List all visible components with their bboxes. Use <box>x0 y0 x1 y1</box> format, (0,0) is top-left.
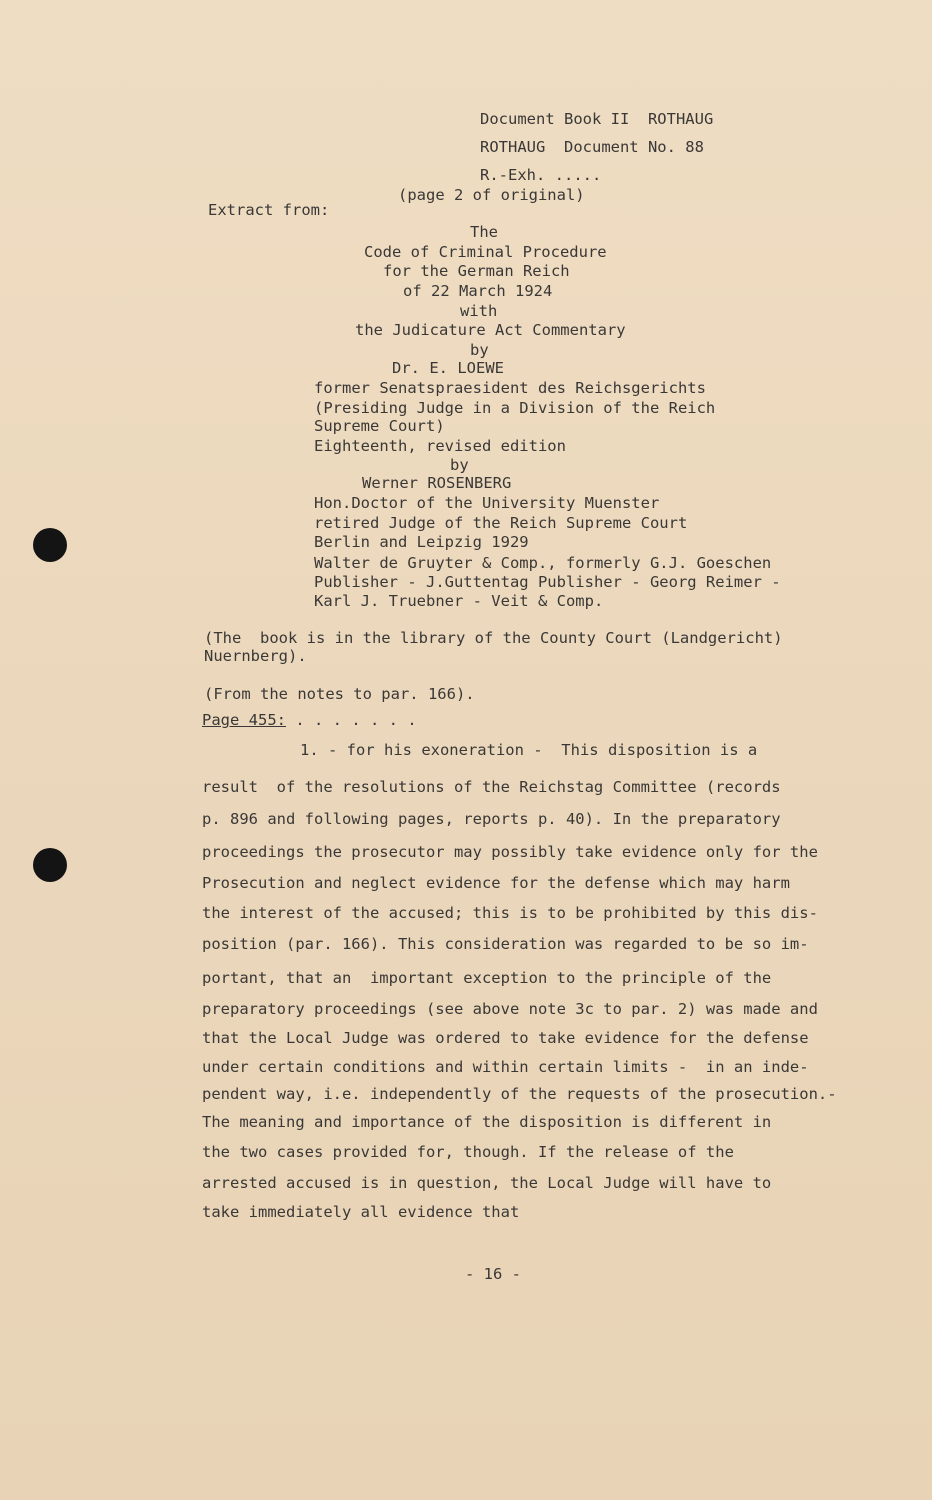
paragraph-line: pendent way, i.e. independently of the requests of the prosecution.- <box>202 1085 837 1103</box>
paragraph-line: proceedings the prosecutor may possibly take evidence only for the <box>202 843 818 861</box>
citation-line: with <box>460 302 498 320</box>
paragraph-line: that the Local Judge was ordered to take evidence for the defense <box>202 1029 809 1047</box>
author-line: Werner ROSENBERG <box>362 474 512 492</box>
paragraph-line: arrested accused is in question, the Local Judge will have to <box>202 1174 772 1192</box>
page-reference-dots: . . . . . . . <box>286 711 417 729</box>
paragraph-line: 1. - for his exoneration - This disposition is a <box>300 741 758 759</box>
citation-line: of 22 March 1924 <box>403 282 553 300</box>
author-line: by <box>450 456 469 474</box>
author-line: Supreme Court) <box>314 417 445 435</box>
extract-label: Extract from: <box>208 201 330 219</box>
punch-hole <box>33 528 67 562</box>
header-line-page-of-original: (page 2 of original) <box>398 186 585 204</box>
citation-line: the Judicature Act Commentary <box>355 321 626 339</box>
header-line-exhibit: R.-Exh. ..... <box>480 166 602 184</box>
paragraph-line: the interest of the accused; this is to be prohibited by this dis- <box>202 904 818 922</box>
author-line: Berlin and Leipzig 1929 <box>314 533 529 551</box>
author-line: former Senatspraesident des Reichsgerichts <box>314 379 706 397</box>
author-line: Eighteenth, revised edition <box>314 437 566 455</box>
header-line-doc-number: ROTHAUG Document No. 88 <box>480 138 704 156</box>
notes-reference: (From the notes to par. 166). <box>204 685 475 703</box>
author-line: Publisher - J.Guttentag Publisher - Georg Reimer - <box>314 573 781 591</box>
paragraph-line: position (par. 166). This consideration was regarded to be so im- <box>202 935 809 953</box>
citation-line: Dr. E. LOEWE <box>392 359 504 377</box>
paragraph-line: The meaning and importance of the disposition is different in <box>202 1113 772 1131</box>
library-note-line: Nuernberg). <box>204 647 307 665</box>
paragraph-line: preparatory proceedings (see above note 3c to par. 2) was made and <box>202 1000 818 1018</box>
citation-line: for the German Reich <box>383 262 570 280</box>
page-number: - 16 - <box>465 1265 521 1283</box>
citation-line: Code of Criminal Procedure <box>364 243 607 261</box>
paragraph-line: result of the resolutions of the Reichstag Committee (records <box>202 778 781 796</box>
paragraph-line: p. 896 and following pages, reports p. 40). In the preparatory <box>202 810 781 828</box>
author-line: Walter de Gruyter & Comp., formerly G.J. Goeschen <box>314 554 772 572</box>
citation-line: The <box>470 223 498 241</box>
paragraph-line: under certain conditions and within certain limits - in an inde- <box>202 1058 809 1076</box>
citation-line: by <box>470 341 489 359</box>
author-line: Hon.Doctor of the University Muenster <box>314 494 660 512</box>
author-line: retired Judge of the Reich Supreme Court <box>314 514 688 532</box>
paragraph-line: the two cases provided for, though. If the release of the <box>202 1143 734 1161</box>
paragraph-line: Prosecution and neglect evidence for the defense which may harm <box>202 874 790 892</box>
punch-hole <box>33 848 67 882</box>
header-line-doc-book: Document Book II ROTHAUG <box>480 110 714 128</box>
paragraph-line: portant, that an important exception to the principle of the <box>202 969 772 987</box>
library-note-line: (The book is in the library of the County Court (Landgericht) <box>204 629 783 647</box>
page-reference-label: Page 455: <box>202 711 286 729</box>
page-reference <box>202 711 417 729</box>
paragraph-line: take immediately all evidence that <box>202 1203 520 1221</box>
author-line: Karl J. Truebner - Veit & Comp. <box>314 592 604 610</box>
author-line: (Presiding Judge in a Division of the Reich <box>314 399 716 417</box>
